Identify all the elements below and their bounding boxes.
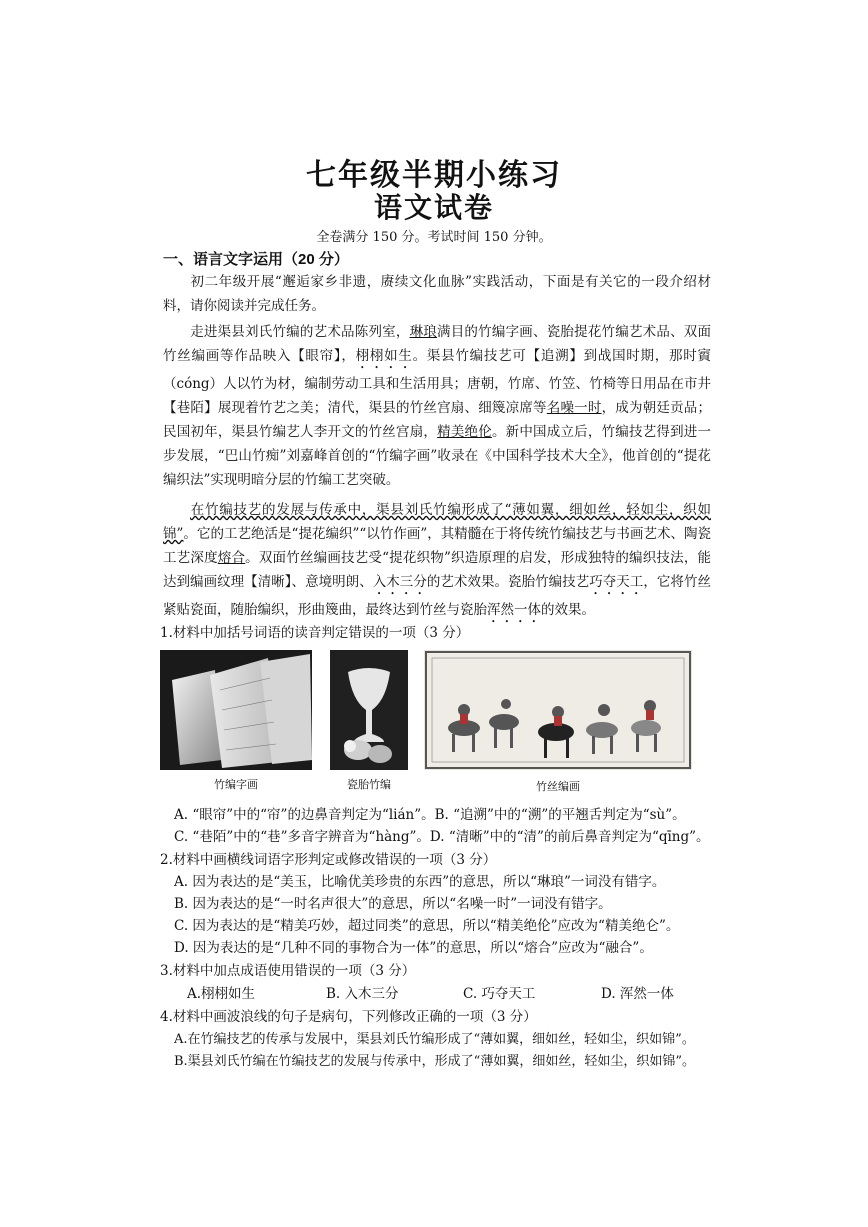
p1-underlined-2: 名噪一时 bbox=[546, 400, 602, 416]
question-1-option-row-2[interactable]: C. “巷陌”中的“巷”多音字辨音为“hàng”。D. “清晰”中的“清”的前后鼻音判定为“qīng”。 bbox=[174, 829, 710, 845]
p1-underlined-1: 琳琅 bbox=[409, 324, 438, 340]
p2-dotted-3: 浑然一体 bbox=[487, 602, 541, 618]
material-paragraph-1 bbox=[163, 320, 711, 492]
question-3-option-d[interactable]: D. 浑然一体 bbox=[601, 986, 674, 1002]
p2-dotted-1: 入木三分 bbox=[372, 574, 427, 590]
question-3-stem: 3.材料中加点成语使用错误的一项（3 分） bbox=[160, 963, 416, 979]
exam-title: 七年级半期小练习 bbox=[306, 158, 562, 193]
question-2-option-b[interactable]: B. 因为表达的是“一时名声很大”的意思，所以“名噪一时”一词没有错字。 bbox=[174, 896, 612, 912]
question-2-option-a[interactable]: A. 因为表达的是“美玉，比喻优美珍贵的东西”的意思，所以“琳琅”一词没有错字。 bbox=[174, 874, 666, 890]
figure-caption-2: 瓷胎竹编 bbox=[347, 778, 391, 791]
p2-dotted-2: 巧夺天工 bbox=[589, 574, 644, 590]
question-2-stem: 2.材料中画横线词语字形判定或修改错误的一项（3 分） bbox=[160, 852, 497, 868]
question-4-option-b[interactable]: B.渠县刘氏竹编在竹编技艺的发展与传承中，形成了“薄如翼，细如丝，轻如尘，织如锦”。 bbox=[174, 1054, 695, 1069]
p2-text-c: 的艺术效果。瓷胎竹编技艺 bbox=[426, 574, 590, 590]
question-1-stem: 1.材料中加括号词语的读音判定错误的一项（3 分） bbox=[160, 625, 470, 641]
exam-subject-title: 语文试卷 bbox=[373, 191, 494, 224]
horses-painting-image bbox=[424, 650, 692, 770]
p2-text-a: 。它的工艺绝活是“提花编织”“以竹作画”，其精髓在于将传统竹编技艺与书画艺术、陶瓷工艺深度 bbox=[163, 526, 711, 566]
p2-text-e: 的效果。 bbox=[541, 602, 595, 618]
question-4-stem: 4.材料中画波浪线的句子是病句，下列修改正确的一项（3 分） bbox=[160, 1009, 537, 1025]
section-heading: 一、语言文字运用（20 分） bbox=[163, 251, 349, 268]
porcelain-cup-image bbox=[330, 650, 408, 770]
exam-instructions: 全卷满分 150 分。考试时间 150 分钟。 bbox=[316, 230, 552, 245]
question-1-option-row-1[interactable]: A. “眼帘”中的“帘”的边鼻音判定为“lián”。B. “追溯”中的“溯”的平翘舌判定为“sù”。 bbox=[174, 807, 686, 823]
p1-dotted-1: 栩栩如生 bbox=[355, 348, 413, 364]
p2-text-d: ，它将竹丝紧贴瓷面，随胎编织，形曲篾曲，最终达到竹丝与瓷胎 bbox=[163, 574, 711, 618]
intro-paragraph bbox=[163, 270, 711, 318]
bamboo-scroll-image bbox=[160, 650, 312, 770]
p2-underlined-1: 熔合 bbox=[217, 550, 246, 566]
p2-wavy-sentence: 在竹编技艺的发展与传承中，渠县刘氏竹编形成了“薄如翼，细如丝，轻如尘，织如锦” bbox=[163, 502, 711, 542]
p1-text-c: 。渠县竹编技艺可【追溯】到战国时期，那时賨（cóng）人以竹为材，编制劳动工具和生活用具；唐朝，竹席、竹笠、竹椅等日用品在市井【巷陌】展现着竹艺之美；清代，渠县的竹丝宫扇、细篾凉席等 bbox=[163, 348, 712, 416]
p1-underlined-3: 精美绝伦 bbox=[437, 424, 492, 440]
figure-caption-1: 竹编字画 bbox=[214, 778, 258, 791]
p1-text-b: 满目的竹编字画、瓷胎提花竹编艺术品、双面竹丝编画等作品映入【眼帘】， bbox=[163, 324, 712, 364]
p1-text-a: 走进渠县刘氏竹编的艺术品陈列室， bbox=[190, 324, 410, 340]
question-3-option-a[interactable]: A.栩栩如生 bbox=[187, 986, 256, 1002]
question-2-option-c[interactable]: C. 因为表达的是“精美巧妙，超过同类”的意思，所以“精美绝伦”应改为“精美绝仑”。 bbox=[174, 918, 680, 934]
question-2-option-d[interactable]: D. 因为表达的是“几种不同的事物合为一体”的意思，所以“熔合”应改为“融合”。 bbox=[174, 940, 653, 956]
intro-text: 初二年级开展“邂逅家乡非遗，赓续文化血脉”实践活动，下面是有关它的一段介绍材料，请你阅读并完成任务。 bbox=[163, 274, 711, 314]
material-paragraph-2 bbox=[163, 498, 711, 626]
question-3-option-c[interactable]: C. 巧夺天工 bbox=[463, 986, 536, 1002]
p1-text-d: ，成为朝廷贡品；民国初年，渠县竹编艺人李开文的竹丝宫扇， bbox=[163, 400, 712, 440]
question-3-option-b[interactable]: B. 入木三分 bbox=[326, 986, 399, 1002]
figure-caption-3: 竹丝编画 bbox=[536, 780, 580, 793]
question-4-option-a[interactable]: A.在竹编技艺的传承与发展中，渠县刘氏竹编形成了“薄如翼，细如丝，轻如尘，织如锦”。 bbox=[174, 1032, 695, 1047]
p2-text-b: 。双面竹丝编画技艺受“提花织物”织造原理的启发，形成独特的编织技法，能达到编画纹理【清晰】、意境明朗、 bbox=[163, 550, 712, 590]
p1-text-e: 。新中国成立后，竹编技艺得到进一步发展，“巴山竹痴”刘嘉峰首创的“竹编字画”收录在《中国科学技术大全》，他首创的“提花编织法”实现明暗分层的竹编工艺突破。 bbox=[163, 424, 712, 488]
